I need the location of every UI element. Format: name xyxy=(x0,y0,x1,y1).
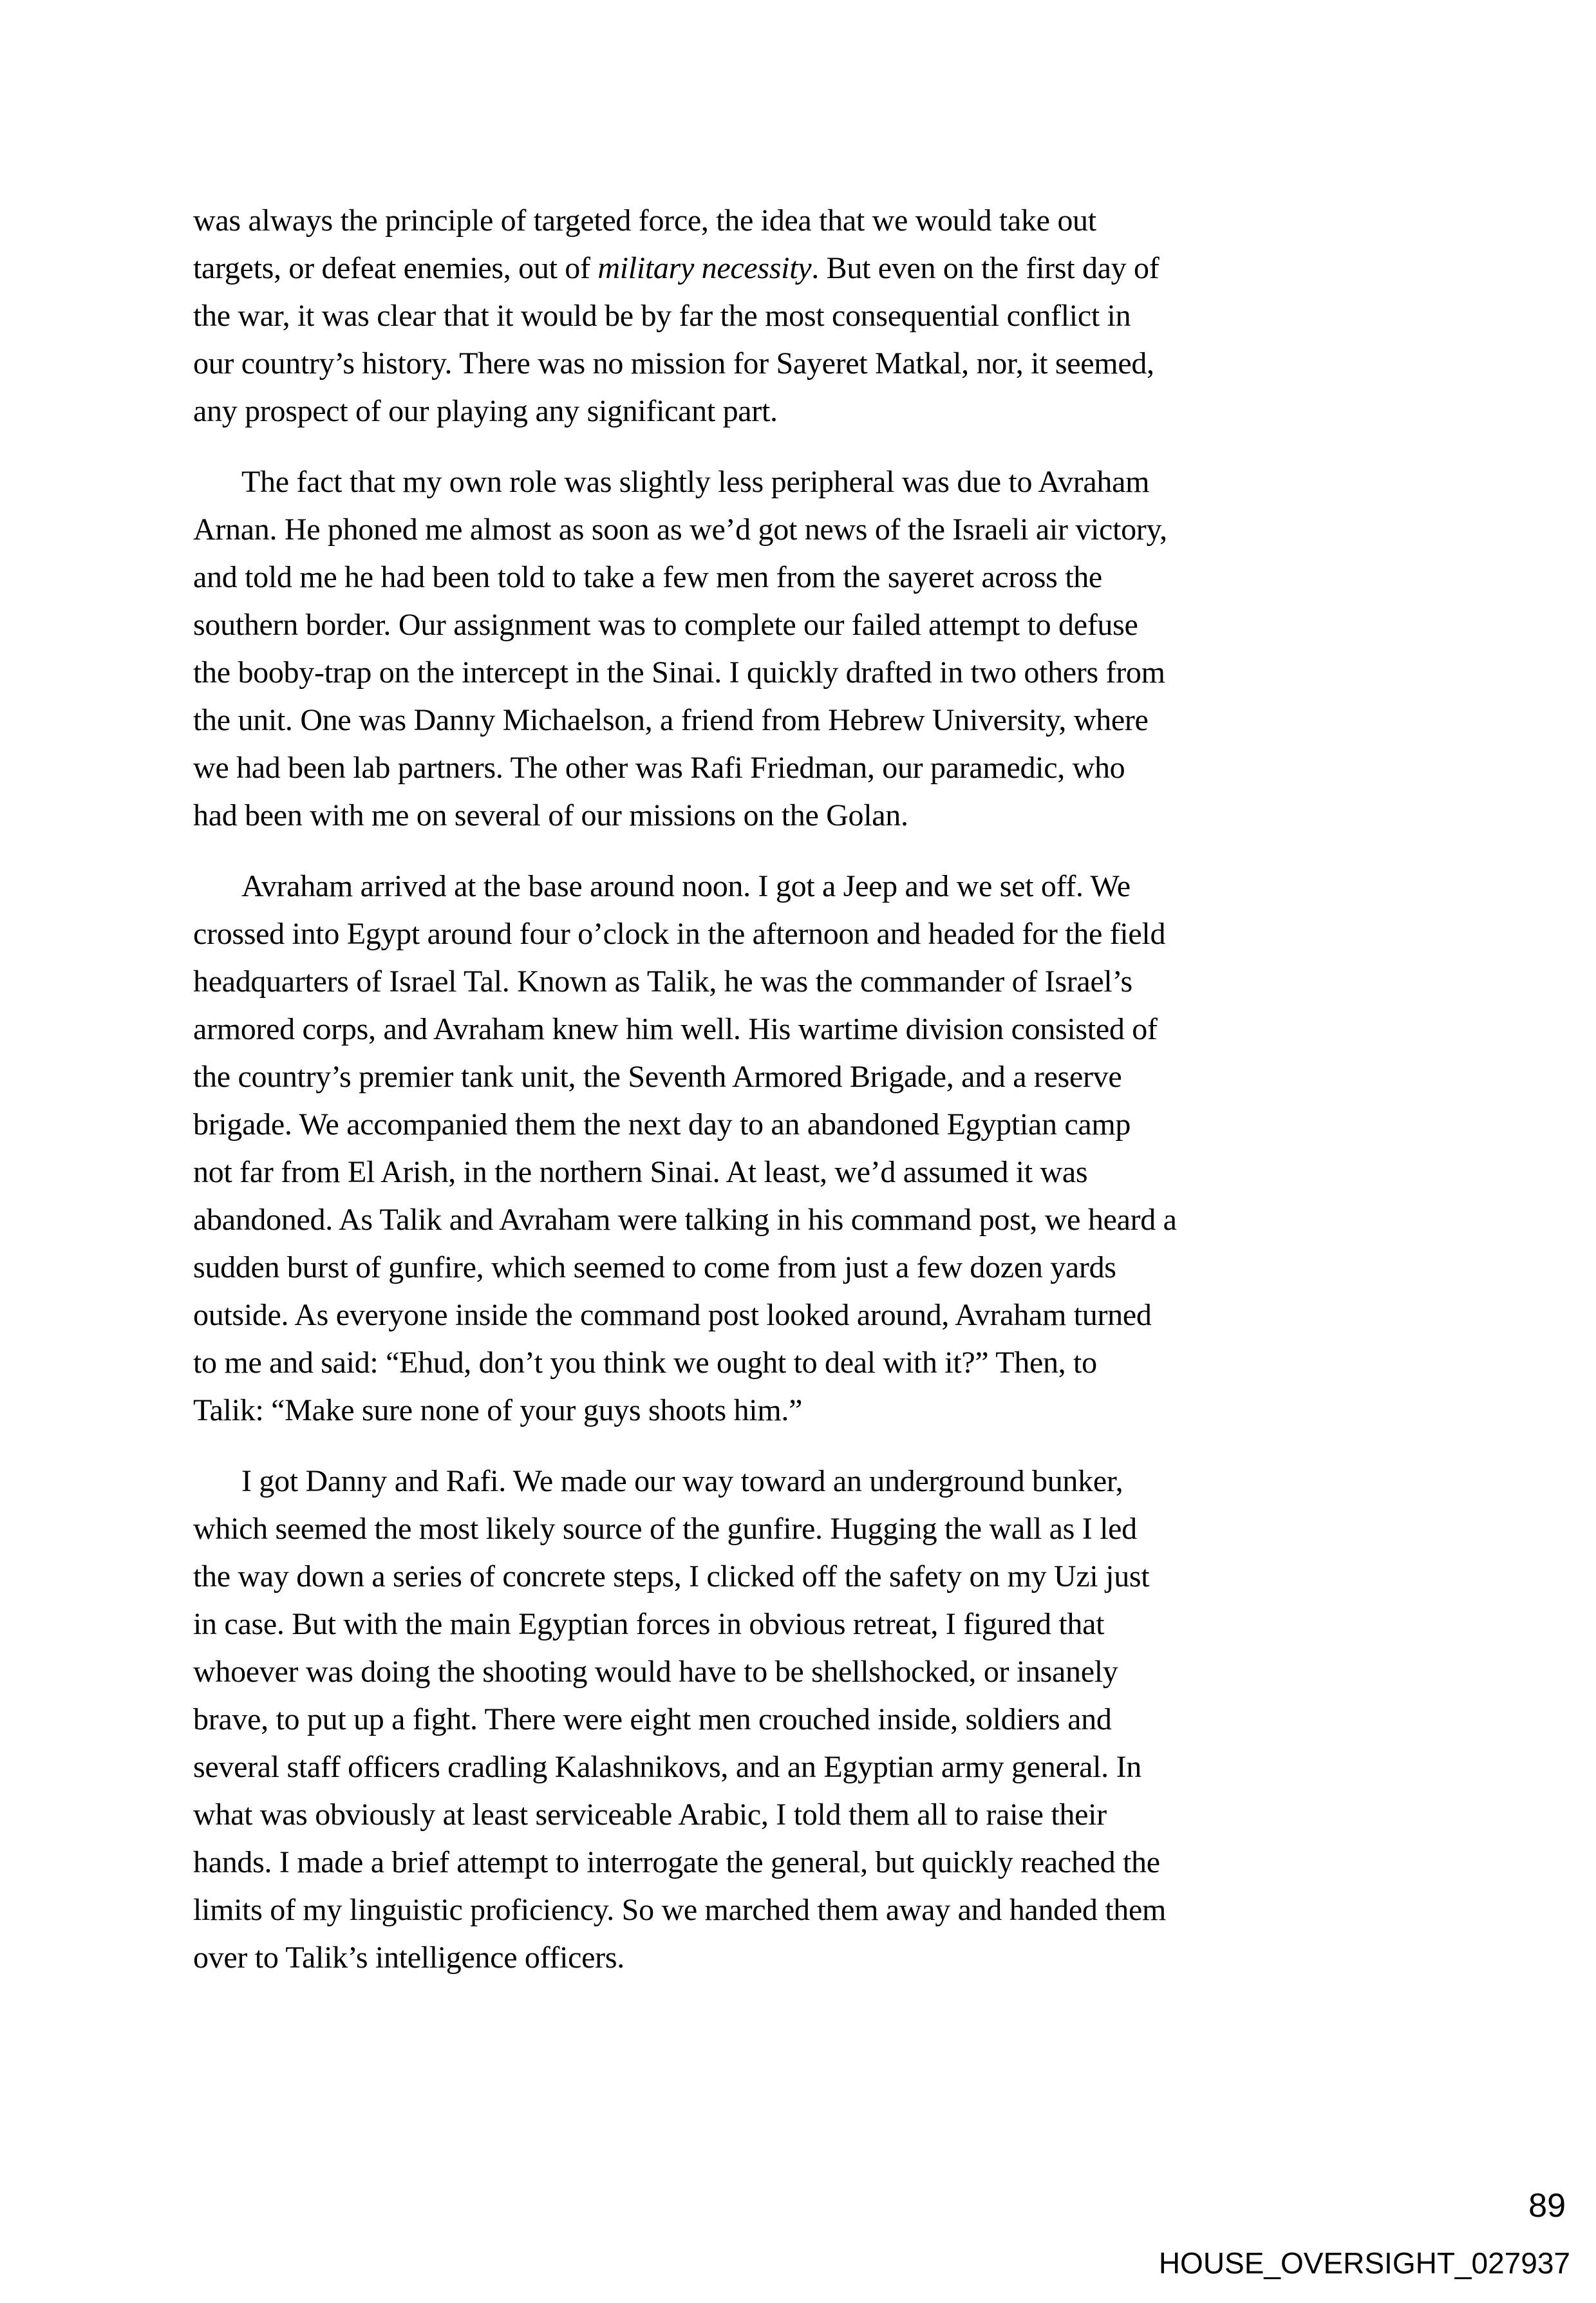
text-line: brave, to put up a fight. There were eight men crouched inside, soldiers and xyxy=(193,1702,1112,1736)
text-line: the country’s premier tank unit, the Seventh Armored Brigade, and a reserve xyxy=(193,1060,1122,1094)
text-line: hands. I made a brief attempt to interrogate the general, but quickly reached the xyxy=(193,1845,1160,1879)
text-line: Avraham arrived at the base around noon. I got a Jeep and we set off. We xyxy=(241,869,1131,903)
text-line: was always the principle of targeted force, the idea that we would take out xyxy=(193,203,1096,238)
text-line: limits of my linguistic proficiency. So we marched them away and handed them xyxy=(193,1893,1167,1927)
paragraph xyxy=(193,458,1455,840)
text-line: brigade. We accompanied them the next day to an abandoned Egyptian camp xyxy=(193,1107,1131,1142)
text-line: the unit. One was Danny Michaelson, a friend from Hebrew University, where xyxy=(193,703,1149,737)
text-line: the booby-trap on the intercept in the Sinai. I quickly drafted in two others from xyxy=(193,655,1165,690)
text-line: we had been lab partners. The other was Rafi Friedman, our paramedic, who xyxy=(193,751,1125,785)
text-line: Talik: “Make sure none of your guys shoots him.” xyxy=(193,1393,803,1427)
text-block xyxy=(193,197,1455,1982)
paragraph xyxy=(193,197,1455,435)
text-line: armored corps, and Avraham knew him well. His wartime division consisted of xyxy=(193,1012,1158,1046)
text-line: I got Danny and Rafi. We made our way toward an underground bunker, xyxy=(241,1464,1123,1498)
text-line: abandoned. As Talik and Avraham were talking in his command post, we heard a xyxy=(193,1203,1177,1237)
bates-stamp: HOUSE_OVERSIGHT_027937 xyxy=(1158,2246,1570,2280)
text-line: which seemed the most likely source of the gunfire. Hugging the wall as I led xyxy=(193,1512,1137,1546)
text-line: several staff officers cradling Kalashnikovs, and an Egyptian army general. In xyxy=(193,1750,1141,1784)
text-line: over to Talik’s intelligence officers. xyxy=(193,1941,624,1975)
page-number: 89 xyxy=(1528,2187,1566,2224)
text-line: and told me he had been told to take a few men from the sayeret across the xyxy=(193,560,1102,594)
text-line: whoever was doing the shooting would have to be shellshocked, or insanely xyxy=(193,1655,1118,1689)
text-line: had been with me on several of our missions on the Golan. xyxy=(193,798,908,832)
text-line: targets, or defeat enemies, out of military necessity. But even on the first day of xyxy=(193,251,1159,285)
text-line: outside. As everyone inside the command post looked around, Avraham turned xyxy=(193,1298,1152,1332)
text-line: what was obviously at least serviceable Arabic, I told them all to raise their xyxy=(193,1798,1107,1832)
text-line: not far from El Arish, in the northern Sinai. At least, we’d assumed it was xyxy=(193,1155,1088,1189)
text-line: The fact that my own role was slightly less peripheral was due to Avraham xyxy=(241,465,1150,499)
text-line: Arnan. He phoned me almost as soon as we’d got news of the Israeli air victory, xyxy=(193,512,1167,547)
text-line: any prospect of our playing any significant part. xyxy=(193,394,778,428)
paragraph xyxy=(193,1458,1455,1982)
text-line: southern border. Our assignment was to complete our failed attempt to defuse xyxy=(193,608,1138,642)
paragraph xyxy=(193,863,1455,1434)
text-line: sudden burst of gunfire, which seemed to come from just a few dozen yards xyxy=(193,1250,1116,1284)
text-line: crossed into Egypt around four o’clock in the afternoon and headed for the field xyxy=(193,917,1166,951)
text-line: our country’s history. There was no mission for Sayeret Matkal, nor, it seemed, xyxy=(193,346,1154,381)
text-line: in case. But with the main Egyptian forces in obvious retreat, I figured that xyxy=(193,1607,1105,1641)
text-line: to me and said: “Ehud, don’t you think we ought to deal with it?” Then, to xyxy=(193,1346,1097,1380)
text-line: the way down a series of concrete steps, I clicked off the safety on my Uzi just xyxy=(193,1559,1150,1593)
text-line: the war, it was clear that it would be by far the most consequential conflict in xyxy=(193,299,1131,333)
text-line: headquarters of Israel Tal. Known as Talik, he was the commander of Israel’s xyxy=(193,964,1132,999)
